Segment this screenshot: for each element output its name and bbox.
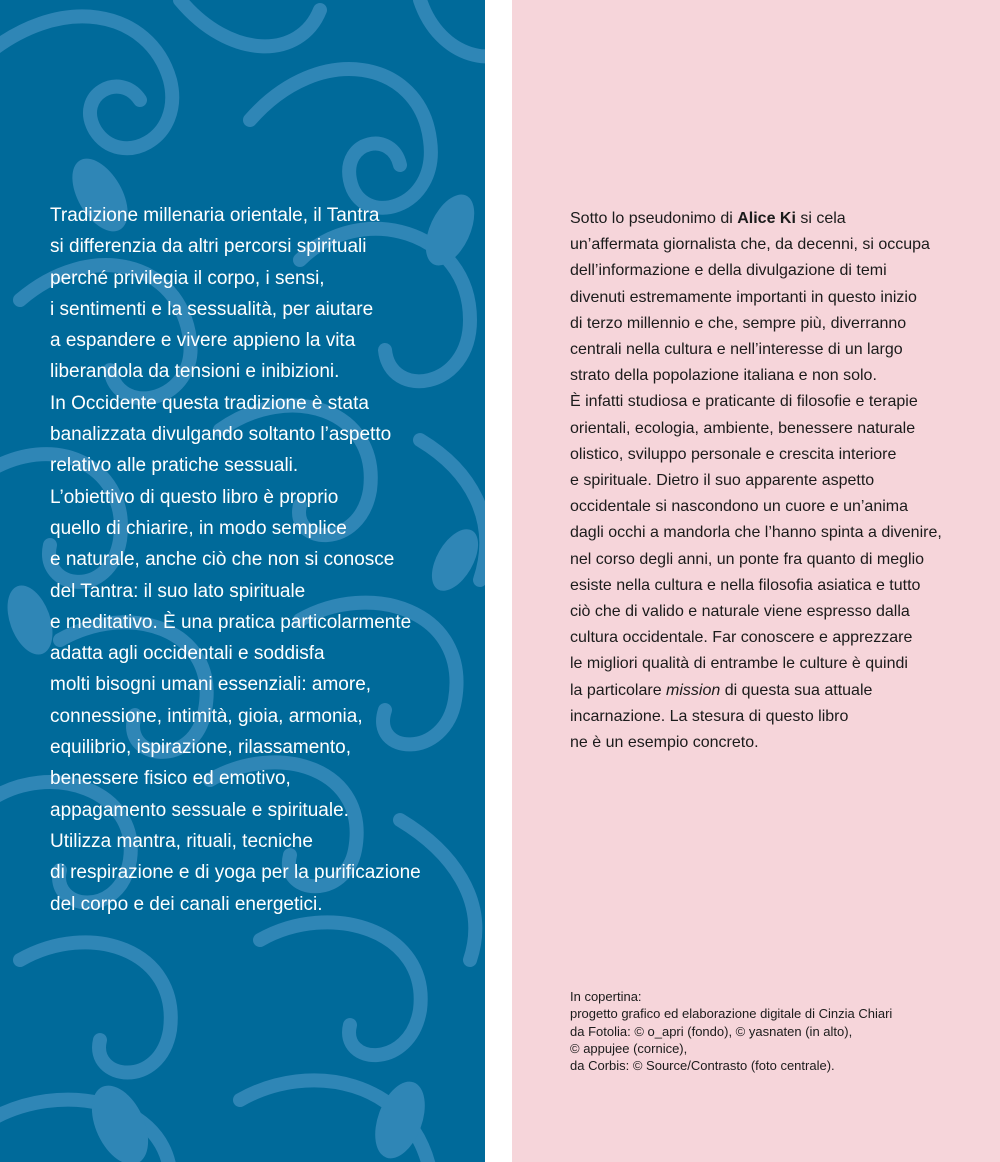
blurb-line: equilibrio, ispirazione, rilassamento, <box>50 737 351 759</box>
bio-text: di questa sua attuale <box>720 681 873 699</box>
credits-line: da Corbis: © Source/Contrasto (foto centrale). <box>570 1058 835 1074</box>
mission-word: mission <box>666 681 721 699</box>
bio-line <box>570 206 990 232</box>
blurb-line: quello di chiarire, in modo semplice <box>50 517 347 539</box>
blurb-line: adatta agli occidentali e soddisfa <box>50 643 325 665</box>
bio-text: si cela <box>795 210 846 227</box>
cover-fold-gutter <box>485 0 512 1162</box>
blurb-line: del corpo e dei canali energetici. <box>50 893 323 915</box>
credits-line: da Fotolia: © o_apri (fondo), © yasnaten (in alto), <box>570 1023 853 1039</box>
bio-line: e spirituale. Dietro il suo apparente aspetto <box>570 472 875 490</box>
bio-line: incarnazione. La stesura di questo libro <box>570 707 849 725</box>
bio-line: un’affermata giornalista che, da decenni, si occupa <box>570 236 930 254</box>
credits-line: © appujee (cornice), <box>570 1040 688 1056</box>
blurb-line: connessione, intimità, gioia, armonia, <box>50 705 363 727</box>
bio-text: la particolare <box>570 681 667 699</box>
blurb-line: i sentimenti e la sessualità, per aiutare <box>50 298 374 320</box>
blurb-line: benessere fisico ed emotivo, <box>50 768 291 790</box>
blurb-line: di respirazione e di yoga per la purificazione <box>50 862 421 884</box>
blurb-line: liberandola da tensioni e inibizioni. <box>50 361 340 383</box>
cover-credits <box>570 988 990 1074</box>
bio-text: Sotto lo pseudonimo di <box>570 210 738 227</box>
book-description <box>50 200 470 920</box>
blurb-line: e meditativo. È una pratica particolarmente <box>50 611 412 633</box>
credits-line: progetto grafico ed elaborazione digitale di Cinzia Chiari <box>570 1006 893 1022</box>
bio-line: centrali nella cultura e nell’interesse di un largo <box>570 341 903 359</box>
bio-line: occidentale si nascondono un cuore e un’anima <box>570 498 909 516</box>
blurb-line: si differenzia da altri percorsi spirituali <box>50 236 367 258</box>
bio-line: nel corso degli anni, un ponte fra quanto di meglio <box>570 550 925 568</box>
blurb-line: appagamento sessuale e spirituale. <box>50 799 349 821</box>
bio-line: È infatti studiosa e praticante di filosofie e terapie <box>570 393 918 411</box>
blurb-line: Utilizza mantra, rituali, tecniche <box>50 830 313 852</box>
bio-line: dagli occhi a mandorla che l’hanno spinta a divenire, <box>570 524 942 542</box>
blurb-line: Tradizione millenaria orientale, il Tantra <box>50 205 380 226</box>
bio-line: esiste nella cultura e nella filosofia asiatica e tutto <box>570 576 921 594</box>
blurb-line: e naturale, anche ciò che non si conosce <box>50 549 395 571</box>
blurb-line: del Tantra: il suo lato spirituale <box>50 580 306 602</box>
bio-line: ne è un esempio concreto. <box>570 734 759 752</box>
back-cover-left-panel <box>0 0 485 1162</box>
back-cover-right-panel <box>512 0 1000 1162</box>
credits-line: In copertina: <box>570 989 642 1004</box>
bio-line: strato della popolazione italiana e non solo. <box>570 367 877 385</box>
bio-line: di terzo millennio e che, sempre più, diverranno <box>570 314 907 332</box>
blurb-line: L’obiettivo di questo libro è proprio <box>50 486 339 508</box>
blurb-line: molti bisogni umani essenziali: amore, <box>50 674 372 696</box>
blurb-line: a espandere e vivere appieno la vita <box>50 330 356 352</box>
bio-line: le migliori qualità di entrambe le culture è quindi <box>570 655 908 673</box>
bio-line: orientali, ecologia, ambiente, benessere naturale <box>570 419 916 437</box>
bio-line: olistico, sviluppo personale e crescita interiore <box>570 445 897 463</box>
bio-line: ciò che di valido e naturale viene espresso dalla <box>570 603 910 621</box>
author-biography <box>570 206 990 756</box>
blurb-line: In Occidente questa tradizione è stata <box>50 392 369 414</box>
blurb-line: relativo alle pratiche sessuali. <box>50 455 299 477</box>
bio-line: cultura occidentale. Far conoscere e apprezzare <box>570 629 913 647</box>
bio-line: divenuti estremamente importanti in questo inizio <box>570 288 917 306</box>
bio-line <box>570 678 990 704</box>
blurb-line: perché privilegia il corpo, i sensi, <box>50 267 325 289</box>
author-name: Alice Ki <box>737 210 796 227</box>
blurb-line: banalizzata divulgando soltanto l’aspetto <box>50 424 392 446</box>
bio-line: dell’informazione e della divulgazione di temi <box>570 262 887 280</box>
